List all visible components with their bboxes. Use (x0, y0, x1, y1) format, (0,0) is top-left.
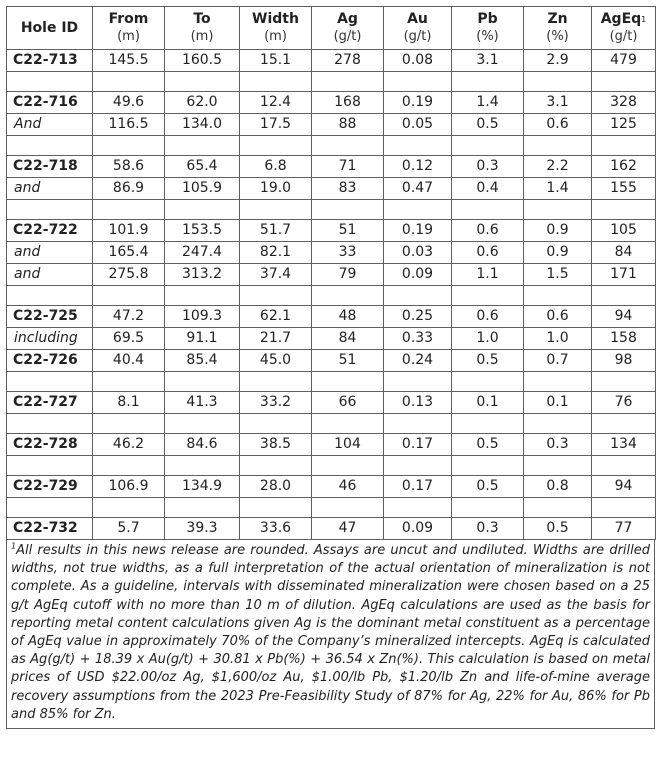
value-cell: 0.1 (452, 392, 524, 414)
spacer-cell (384, 136, 452, 156)
hole-row (7, 518, 656, 540)
value-cell: 0.4 (452, 178, 524, 200)
value-cell: 98 (592, 350, 656, 372)
interval-row (7, 242, 656, 264)
value-cell: 47 (312, 518, 384, 540)
spacer-cell (165, 456, 240, 476)
spacer-cell (165, 414, 240, 434)
header-row (7, 7, 656, 50)
spacer-cell (312, 498, 384, 518)
value-cell: 51 (312, 220, 384, 242)
hole-id-cell: And (7, 114, 93, 136)
spacer-cell (524, 72, 592, 92)
value-cell: 66 (312, 392, 384, 414)
value-cell: 0.6 (524, 114, 592, 136)
value-cell: 0.3 (524, 434, 592, 456)
value-cell: 47.2 (93, 306, 165, 328)
spacer-cell (384, 456, 452, 476)
value-cell: 33 (312, 242, 384, 264)
value-cell: 0.8 (524, 476, 592, 498)
spacer-cell (452, 372, 524, 392)
value-cell: 51.7 (240, 220, 312, 242)
interval-row (7, 328, 656, 350)
spacer-cell (240, 498, 312, 518)
spacer-cell (312, 286, 384, 306)
value-cell: 0.17 (384, 434, 452, 456)
hole-id-cell: and (7, 178, 93, 200)
value-cell: 1.0 (524, 328, 592, 350)
table-body (7, 50, 656, 540)
spacer-row (7, 456, 656, 476)
spacer-cell (240, 200, 312, 220)
spacer-cell (312, 72, 384, 92)
value-cell: 101.9 (93, 220, 165, 242)
footnote-marker: 1 (11, 541, 17, 551)
spacer-cell (592, 456, 656, 476)
header-ag: Ag (g/t) (312, 7, 384, 50)
hole-id-cell: C22-726 (7, 350, 93, 372)
value-cell: 28.0 (240, 476, 312, 498)
header-au: Au (g/t) (384, 7, 452, 50)
spacer-cell (240, 72, 312, 92)
value-cell: 106.9 (93, 476, 165, 498)
value-cell: 0.03 (384, 242, 452, 264)
spacer-cell (592, 498, 656, 518)
value-cell: 0.5 (524, 518, 592, 540)
header-zn: Zn (%) (524, 7, 592, 50)
spacer-cell (312, 372, 384, 392)
hole-id-cell: C22-729 (7, 476, 93, 498)
value-cell: 41.3 (165, 392, 240, 414)
spacer-cell (384, 72, 452, 92)
value-cell: 37.4 (240, 264, 312, 286)
value-cell: 48 (312, 306, 384, 328)
value-cell: 1.4 (452, 92, 524, 114)
value-cell: 165.4 (93, 242, 165, 264)
value-cell: 160.5 (165, 50, 240, 72)
value-cell: 134.9 (165, 476, 240, 498)
value-cell: 21.7 (240, 328, 312, 350)
value-cell: 15.1 (240, 50, 312, 72)
value-cell: 83 (312, 178, 384, 200)
value-cell: 0.09 (384, 264, 452, 286)
value-cell: 84 (312, 328, 384, 350)
spacer-cell (7, 498, 93, 518)
value-cell: 91.1 (165, 328, 240, 350)
spacer-cell (592, 414, 656, 434)
value-cell: 69.5 (93, 328, 165, 350)
spacer-cell (240, 456, 312, 476)
header-ageq: AgEq$^1$ (g/t) (592, 7, 656, 50)
hole-row (7, 350, 656, 372)
footnote (6, 540, 655, 729)
value-cell: 171 (592, 264, 656, 286)
hole-row (7, 50, 656, 72)
header-from: From (m) (93, 7, 165, 50)
spacer-cell (452, 136, 524, 156)
value-cell: 153.5 (165, 220, 240, 242)
spacer-cell (93, 498, 165, 518)
value-cell: 8.1 (93, 392, 165, 414)
value-cell: 62.0 (165, 92, 240, 114)
spacer-cell (93, 72, 165, 92)
value-cell: 85.4 (165, 350, 240, 372)
value-cell: 0.25 (384, 306, 452, 328)
spacer-cell (165, 498, 240, 518)
value-cell: 0.47 (384, 178, 452, 200)
value-cell: 33.6 (240, 518, 312, 540)
value-cell: 77 (592, 518, 656, 540)
hole-id-cell: and (7, 264, 93, 286)
spacer-cell (452, 286, 524, 306)
value-cell: 0.1 (524, 392, 592, 414)
spacer-cell (592, 136, 656, 156)
value-cell: 88 (312, 114, 384, 136)
interval-row (7, 178, 656, 200)
value-cell: 82.1 (240, 242, 312, 264)
value-cell: 313.2 (165, 264, 240, 286)
value-cell: 76 (592, 392, 656, 414)
spacer-cell (524, 498, 592, 518)
value-cell: 0.5 (452, 350, 524, 372)
spacer-cell (240, 286, 312, 306)
spacer-cell (240, 372, 312, 392)
value-cell: 46.2 (93, 434, 165, 456)
hole-row (7, 476, 656, 498)
value-cell: 0.12 (384, 156, 452, 178)
value-cell: 116.5 (93, 114, 165, 136)
spacer-cell (7, 414, 93, 434)
value-cell: 0.09 (384, 518, 452, 540)
value-cell: 0.3 (452, 518, 524, 540)
spacer-cell (592, 372, 656, 392)
value-cell: 38.5 (240, 434, 312, 456)
spacer-cell (452, 72, 524, 92)
spacer-cell (7, 286, 93, 306)
header-to: To (m) (165, 7, 240, 50)
spacer-cell (7, 372, 93, 392)
spacer-cell (165, 136, 240, 156)
value-cell: 278 (312, 50, 384, 72)
spacer-cell (93, 372, 165, 392)
spacer-row (7, 136, 656, 156)
value-cell: 17.5 (240, 114, 312, 136)
footnote-text: All results in this news release are rounded. Assays are uncut and undiluted. Widths are drilled widths, not true widths, as a full interpretation of the actual orientation of mineralization is not complete. As a guideline, intervals with disseminated mineralization were chosen based on a 25 g/t AgEq cutoff with no more than 10 m of dilution. AgEq calculations are used as the basis for reporting metal content calculations given Ag is the dominant metal constituent as a percentage of AgEq value in approximately 70% of the Company’s mineralized intercepts. AgEq is calculated as Ag(g/t) + 18.39 x Au(g/t) + 30.81 x Pb(%) + 36.54 x Zn(%). This calculation is based on metal prices of USD $22.00/oz Ag, $1,600/oz Au, $1.00/lb Pb, $1.20/lb Zn and life-of-mine average recovery assumptions from the 2023 Pre-Feasibility Study of 87% for Ag, 22% for Au, 86% for Pb and 85% for Zn. (11, 543, 650, 722)
spacer-cell (592, 200, 656, 220)
hole-row (7, 306, 656, 328)
value-cell: 0.6 (452, 242, 524, 264)
spacer-cell (312, 456, 384, 476)
value-cell: 5.7 (93, 518, 165, 540)
value-cell: 0.05 (384, 114, 452, 136)
value-cell: 134 (592, 434, 656, 456)
value-cell: 65.4 (165, 156, 240, 178)
interval-row (7, 114, 656, 136)
hole-id-cell: C22-716 (7, 92, 93, 114)
value-cell: 145.5 (93, 50, 165, 72)
hole-id-cell: C22-722 (7, 220, 93, 242)
spacer-cell (592, 72, 656, 92)
value-cell: 84.6 (165, 434, 240, 456)
value-cell: 2.2 (524, 156, 592, 178)
value-cell: 1.5 (524, 264, 592, 286)
spacer-row (7, 200, 656, 220)
value-cell: 94 (592, 306, 656, 328)
spacer-cell (524, 286, 592, 306)
value-cell: 0.6 (524, 306, 592, 328)
spacer-cell (93, 414, 165, 434)
interval-row (7, 264, 656, 286)
spacer-cell (165, 286, 240, 306)
hole-id-cell: C22-725 (7, 306, 93, 328)
spacer-cell (384, 286, 452, 306)
value-cell: 0.19 (384, 220, 452, 242)
spacer-cell (7, 72, 93, 92)
value-cell: 51 (312, 350, 384, 372)
value-cell: 1.1 (452, 264, 524, 286)
spacer-cell (240, 136, 312, 156)
spacer-cell (165, 372, 240, 392)
value-cell: 0.17 (384, 476, 452, 498)
spacer-row (7, 372, 656, 392)
value-cell: 6.8 (240, 156, 312, 178)
value-cell: 0.9 (524, 242, 592, 264)
spacer-cell (592, 286, 656, 306)
spacer-cell (93, 200, 165, 220)
value-cell: 125 (592, 114, 656, 136)
spacer-cell (165, 72, 240, 92)
spacer-cell (524, 414, 592, 434)
spacer-cell (93, 136, 165, 156)
value-cell: 0.19 (384, 92, 452, 114)
spacer-cell (93, 456, 165, 476)
spacer-row (7, 414, 656, 434)
header-hole-id: Hole ID (7, 7, 93, 50)
spacer-cell (524, 456, 592, 476)
value-cell: 49.6 (93, 92, 165, 114)
spacer-cell (7, 136, 93, 156)
header-width: Width (m) (240, 7, 312, 50)
spacer-cell (524, 136, 592, 156)
spacer-cell (312, 200, 384, 220)
value-cell: 40.4 (93, 350, 165, 372)
value-cell: 328 (592, 92, 656, 114)
value-cell: 94 (592, 476, 656, 498)
hole-row (7, 220, 656, 242)
value-cell: 71 (312, 156, 384, 178)
value-cell: 0.24 (384, 350, 452, 372)
spacer-cell (452, 498, 524, 518)
hole-id-cell: and (7, 242, 93, 264)
value-cell: 0.33 (384, 328, 452, 350)
value-cell: 134.0 (165, 114, 240, 136)
value-cell: 0.6 (452, 306, 524, 328)
value-cell: 46 (312, 476, 384, 498)
value-cell: 84 (592, 242, 656, 264)
drill-results-table (6, 6, 656, 540)
value-cell: 1.0 (452, 328, 524, 350)
spacer-row (7, 286, 656, 306)
spacer-cell (7, 200, 93, 220)
value-cell: 105.9 (165, 178, 240, 200)
spacer-cell (312, 414, 384, 434)
spacer-cell (93, 286, 165, 306)
value-cell: 0.5 (452, 476, 524, 498)
value-cell: 247.4 (165, 242, 240, 264)
value-cell: 58.6 (93, 156, 165, 178)
value-cell: 109.3 (165, 306, 240, 328)
value-cell: 19.0 (240, 178, 312, 200)
spacer-cell (384, 414, 452, 434)
value-cell: 3.1 (524, 92, 592, 114)
value-cell: 39.3 (165, 518, 240, 540)
value-cell: 0.6 (452, 220, 524, 242)
value-cell: 1.4 (524, 178, 592, 200)
value-cell: 2.9 (524, 50, 592, 72)
spacer-cell (312, 136, 384, 156)
header-pb: Pb (%) (452, 7, 524, 50)
spacer-cell (384, 498, 452, 518)
spacer-cell (384, 372, 452, 392)
hole-id-cell: C22-728 (7, 434, 93, 456)
hole-id-cell: C22-732 (7, 518, 93, 540)
hole-row (7, 156, 656, 178)
value-cell: 275.8 (93, 264, 165, 286)
value-cell: 3.1 (452, 50, 524, 72)
value-cell: 155 (592, 178, 656, 200)
spacer-row (7, 72, 656, 92)
value-cell: 0.7 (524, 350, 592, 372)
spacer-cell (452, 414, 524, 434)
hole-id-cell: C22-713 (7, 50, 93, 72)
hole-id-cell: C22-718 (7, 156, 93, 178)
spacer-cell (384, 200, 452, 220)
value-cell: 105 (592, 220, 656, 242)
spacer-cell (7, 456, 93, 476)
value-cell: 162 (592, 156, 656, 178)
hole-row (7, 392, 656, 414)
spacer-cell (524, 372, 592, 392)
value-cell: 479 (592, 50, 656, 72)
value-cell: 0.08 (384, 50, 452, 72)
value-cell: 0.13 (384, 392, 452, 414)
hole-row (7, 92, 656, 114)
footnote-marker: 1 (641, 15, 647, 24)
value-cell: 45.0 (240, 350, 312, 372)
value-cell: 0.9 (524, 220, 592, 242)
value-cell: 86.9 (93, 178, 165, 200)
value-cell: 33.2 (240, 392, 312, 414)
value-cell: 0.5 (452, 434, 524, 456)
spacer-cell (165, 200, 240, 220)
hole-id-cell: including (7, 328, 93, 350)
spacer-cell (452, 200, 524, 220)
spacer-cell (240, 414, 312, 434)
value-cell: 62.1 (240, 306, 312, 328)
spacer-cell (524, 200, 592, 220)
hole-row (7, 434, 656, 456)
spacer-row (7, 498, 656, 518)
value-cell: 0.5 (452, 114, 524, 136)
value-cell: 12.4 (240, 92, 312, 114)
value-cell: 79 (312, 264, 384, 286)
value-cell: 104 (312, 434, 384, 456)
value-cell: 0.3 (452, 156, 524, 178)
spacer-cell (452, 456, 524, 476)
value-cell: 168 (312, 92, 384, 114)
hole-id-cell: C22-727 (7, 392, 93, 414)
value-cell: 158 (592, 328, 656, 350)
results-panel (6, 6, 655, 729)
